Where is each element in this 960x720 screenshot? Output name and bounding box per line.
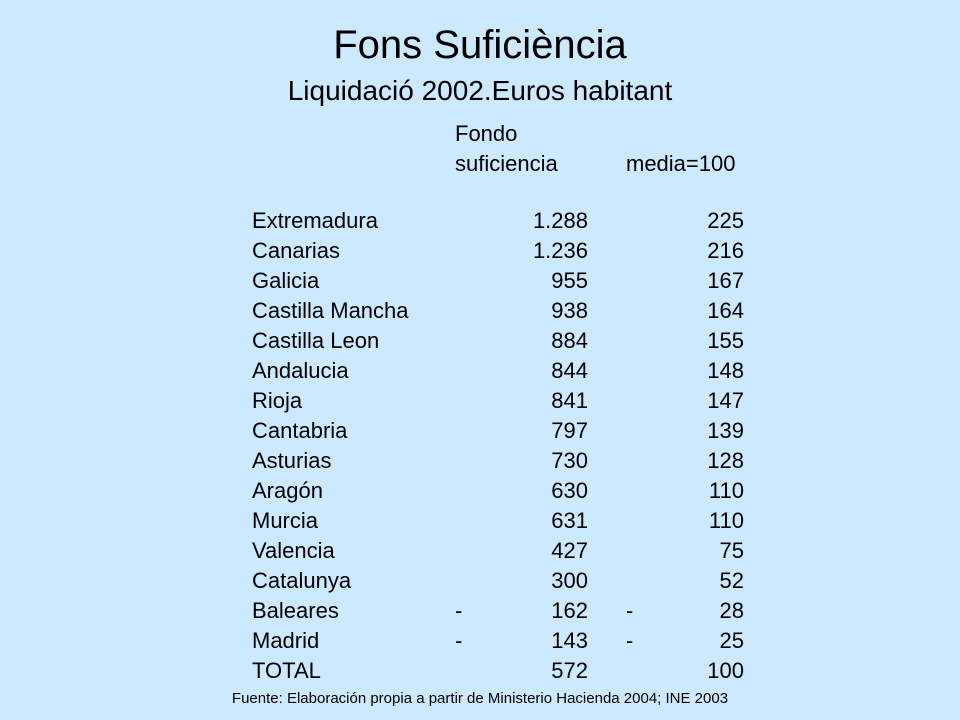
- table-row: [0, 236, 960, 266]
- table-row: [0, 626, 960, 656]
- fondo-value: 427: [551, 538, 588, 563]
- index-value: 225: [707, 208, 744, 233]
- fondo-value: 955: [551, 268, 588, 293]
- header-fondo-line1: Fondo: [455, 121, 518, 146]
- index-value: 216: [707, 238, 744, 263]
- fondo-value: 884: [551, 328, 588, 353]
- index-value: 128: [707, 448, 744, 473]
- index-value: 155: [707, 328, 744, 353]
- index-value: 167: [707, 268, 744, 293]
- fondo-value: 300: [551, 568, 588, 593]
- header-fondo-line2: suficiencia: [455, 151, 558, 176]
- table-row: [0, 266, 960, 296]
- fondo-value: 841: [551, 388, 588, 413]
- index-value: 139: [707, 418, 744, 443]
- table-row: [0, 566, 960, 596]
- region-name: Rioja: [252, 388, 303, 413]
- fondo-value: 1.236: [532, 238, 588, 263]
- index-value: 147: [707, 388, 744, 413]
- index-sign: -: [626, 628, 634, 653]
- index-value: 164: [707, 298, 744, 323]
- region-name: Castilla Mancha: [252, 298, 409, 323]
- fondo-value: 162: [551, 598, 588, 623]
- table-row: [0, 596, 960, 626]
- index-value: 148: [707, 358, 744, 383]
- region-name: Valencia: [252, 538, 335, 563]
- fondo-value: 938: [551, 298, 588, 323]
- fondo-value: 844: [551, 358, 588, 383]
- index-value: 100: [707, 658, 744, 683]
- source-note: Fuente: Elaboración propia a partir de Ministerio Hacienda 2004; INE 2003: [231, 690, 729, 707]
- region-name: Extremadura: [252, 208, 378, 233]
- region-name: Galicia: [252, 268, 320, 293]
- table-row: [0, 296, 960, 326]
- fondo-value: 797: [551, 418, 588, 443]
- region-name: Madrid: [252, 628, 320, 653]
- header-index: media=100: [626, 151, 736, 176]
- region-name: Murcia: [252, 508, 319, 533]
- region-name: TOTAL: [252, 658, 321, 683]
- table-row: [0, 356, 960, 386]
- fondo-value: 143: [551, 628, 588, 653]
- fondo-sign: -: [455, 598, 463, 623]
- fondo-value: 572: [551, 658, 588, 683]
- index-sign: -: [626, 598, 634, 623]
- table-row: [0, 416, 960, 446]
- table-row: [0, 446, 960, 476]
- region-name: Castilla Leon: [252, 328, 380, 353]
- fondo-value: 631: [551, 508, 588, 533]
- fondo-value: 630: [551, 478, 588, 503]
- index-value: 52: [719, 568, 744, 593]
- table-row: [0, 386, 960, 416]
- table-row: [0, 656, 960, 686]
- index-value: 28: [719, 598, 744, 623]
- fondo-sign: -: [455, 628, 463, 653]
- fondo-value: 730: [551, 448, 588, 473]
- region-name: Cantabria: [252, 418, 348, 443]
- table-row: [0, 476, 960, 506]
- region-name: Canarias: [252, 238, 341, 263]
- region-name: Andalucia: [252, 358, 349, 383]
- index-value: 25: [719, 628, 744, 653]
- table-row: [0, 206, 960, 236]
- data-table: [0, 206, 960, 686]
- index-value: 110: [708, 478, 744, 503]
- region-name: Catalunya: [252, 568, 352, 593]
- region-name: Aragón: [252, 478, 323, 503]
- table-row: [0, 506, 960, 536]
- table-row: [0, 536, 960, 566]
- table-row: [0, 326, 960, 356]
- slide-subtitle: Liquidació 2002.Euros habitant: [287, 75, 673, 106]
- region-name: Asturias: [252, 448, 332, 473]
- index-value: 75: [719, 538, 744, 563]
- slide-title: Fons Suficiència: [333, 23, 627, 67]
- fondo-value: 1.288: [532, 208, 588, 233]
- region-name: Baleares: [252, 598, 339, 623]
- index-value: 110: [708, 508, 744, 533]
